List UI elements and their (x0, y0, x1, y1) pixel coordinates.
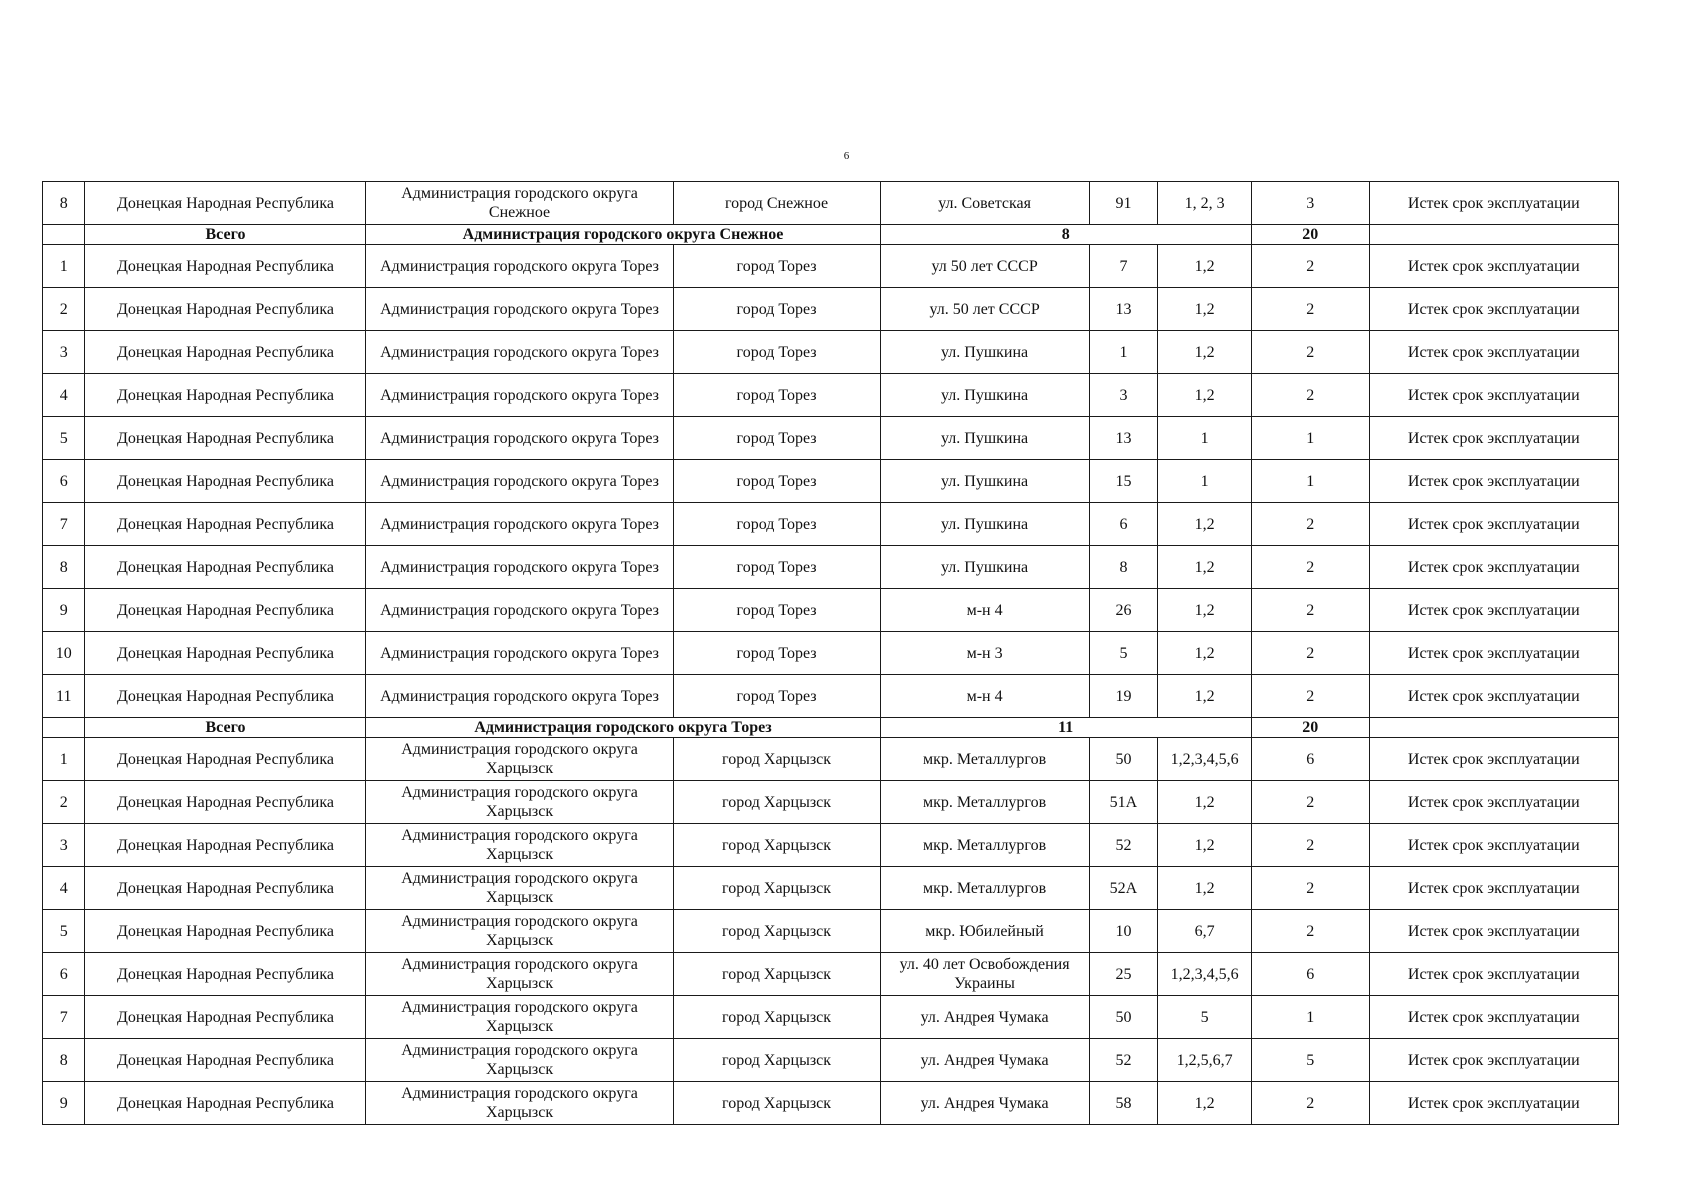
elevator-count-cell: 2 (1251, 910, 1369, 953)
administration-cell: Администрация городского округа Торез (366, 460, 673, 503)
row-number-cell: 6 (43, 953, 85, 996)
administration-cell: Администрация городского округа Харцызск (366, 781, 673, 824)
republic-cell: Донецкая Народная Республика (85, 867, 366, 910)
city-cell: город Торез (673, 589, 880, 632)
republic-cell: Донецкая Народная Республика (85, 1039, 366, 1082)
republic-cell: Донецкая Народная Республика (85, 589, 366, 632)
row-number-cell: 5 (43, 417, 85, 460)
house-number-cell: 52 (1089, 824, 1158, 867)
administration-cell: Администрация городского округа Торез (366, 503, 673, 546)
republic-cell: Донецкая Народная Республика (85, 953, 366, 996)
reason-cell: Истек срок эксплуатации (1369, 417, 1618, 460)
elevator-replacement-table (42, 181, 1619, 1125)
total-reason-cell (1369, 225, 1618, 245)
city-cell: город Торез (673, 245, 880, 288)
row-number-cell: 8 (43, 1039, 85, 1082)
table-row (43, 288, 1619, 331)
entrances-cell: 6,7 (1158, 910, 1252, 953)
house-number-cell: 10 (1089, 910, 1158, 953)
city-cell: город Торез (673, 288, 880, 331)
total-label-cell: Всего (85, 718, 366, 738)
reason-cell: Истек срок эксплуатации (1369, 781, 1618, 824)
table-row (43, 546, 1619, 589)
total-reason-cell (1369, 718, 1618, 738)
republic-cell: Донецкая Народная Республика (85, 632, 366, 675)
entrances-cell: 1,2 (1158, 1082, 1252, 1125)
street-cell: ул. Андрея Чумака (880, 1082, 1089, 1125)
republic-cell: Донецкая Народная Республика (85, 546, 366, 589)
entrances-cell: 1,2 (1158, 632, 1252, 675)
administration-cell: Администрация городского округа Торез (366, 331, 673, 374)
elevator-count-cell: 3 (1251, 182, 1369, 225)
table-row (43, 1039, 1619, 1082)
reason-cell: Истек срок эксплуатации (1369, 910, 1618, 953)
street-cell: мкр. Юбилейный (880, 910, 1089, 953)
republic-cell: Донецкая Народная Республика (85, 503, 366, 546)
table-row (43, 910, 1619, 953)
reason-cell: Истек срок эксплуатации (1369, 182, 1618, 225)
row-number-cell: 6 (43, 460, 85, 503)
administration-cell: Администрация городского округа Харцызск (366, 953, 673, 996)
reason-cell: Истек срок эксплуатации (1369, 1039, 1618, 1082)
house-number-cell: 50 (1089, 996, 1158, 1039)
house-number-cell: 5 (1089, 632, 1158, 675)
table-row (43, 182, 1619, 225)
house-number-cell: 19 (1089, 675, 1158, 718)
entrances-cell: 1, 2, 3 (1158, 182, 1252, 225)
elevator-count-cell: 1 (1251, 996, 1369, 1039)
total-houses-cell: 8 (880, 225, 1251, 245)
entrances-cell: 1,2,5,6,7 (1158, 1039, 1252, 1082)
row-number-cell: 2 (43, 781, 85, 824)
administration-cell: Администрация городского округа Харцызск (366, 867, 673, 910)
elevator-count-cell: 2 (1251, 589, 1369, 632)
reason-cell: Истек срок эксплуатации (1369, 288, 1618, 331)
city-cell: город Торез (673, 331, 880, 374)
republic-cell: Донецкая Народная Республика (85, 1082, 366, 1125)
administration-cell: Администрация городского округа Торез (366, 589, 673, 632)
reason-cell: Истек срок эксплуатации (1369, 460, 1618, 503)
entrances-cell: 1 (1158, 417, 1252, 460)
city-cell: город Торез (673, 460, 880, 503)
house-number-cell: 1 (1089, 331, 1158, 374)
empty-cell (43, 225, 85, 245)
house-number-cell: 13 (1089, 288, 1158, 331)
table-row (43, 460, 1619, 503)
house-number-cell: 51А (1089, 781, 1158, 824)
house-number-cell: 15 (1089, 460, 1158, 503)
administration-cell: Администрация городского округа Торез (366, 632, 673, 675)
street-cell: ул. Пушкина (880, 460, 1089, 503)
city-cell: город Харцызск (673, 781, 880, 824)
elevator-count-cell: 6 (1251, 738, 1369, 781)
street-cell: ул. Пушкина (880, 546, 1089, 589)
entrances-cell: 1,2,3,4,5,6 (1158, 738, 1252, 781)
administration-cell: Администрация городского округа Торез (366, 374, 673, 417)
administration-cell: Администрация городского округа Торез (366, 417, 673, 460)
reason-cell: Истек срок эксплуатации (1369, 824, 1618, 867)
city-cell: город Торез (673, 546, 880, 589)
table-body (43, 182, 1619, 1125)
street-cell: м-н 3 (880, 632, 1089, 675)
empty-cell (43, 718, 85, 738)
city-cell: город Харцызск (673, 953, 880, 996)
entrances-cell: 1,2 (1158, 781, 1252, 824)
elevator-count-cell: 2 (1251, 1082, 1369, 1125)
elevator-count-cell: 1 (1251, 417, 1369, 460)
entrances-cell: 1,2,3,4,5,6 (1158, 953, 1252, 996)
reason-cell: Истек срок эксплуатации (1369, 996, 1618, 1039)
entrances-cell: 1 (1158, 460, 1252, 503)
street-cell: ул 50 лет СССР (880, 245, 1089, 288)
total-administration-cell: Администрация городского округа Снежное (366, 225, 880, 245)
elevator-count-cell: 2 (1251, 867, 1369, 910)
row-number-cell: 11 (43, 675, 85, 718)
administration-cell: Администрация городского округа Харцызск (366, 824, 673, 867)
elevator-count-cell: 2 (1251, 546, 1369, 589)
street-cell: ул. 50 лет СССР (880, 288, 1089, 331)
house-number-cell: 52А (1089, 867, 1158, 910)
city-cell: город Харцызск (673, 910, 880, 953)
entrances-cell: 1,2 (1158, 546, 1252, 589)
street-cell: мкр. Металлургов (880, 781, 1089, 824)
total-houses-cell: 11 (880, 718, 1251, 738)
row-number-cell: 8 (43, 546, 85, 589)
republic-cell: Донецкая Народная Республика (85, 245, 366, 288)
city-cell: город Харцызск (673, 867, 880, 910)
street-cell: ул. Пушкина (880, 503, 1089, 546)
table-row (43, 417, 1619, 460)
row-number-cell: 2 (43, 288, 85, 331)
table-row (43, 675, 1619, 718)
entrances-cell: 1,2 (1158, 331, 1252, 374)
elevator-count-cell: 2 (1251, 331, 1369, 374)
city-cell: город Торез (673, 632, 880, 675)
entrances-cell: 1,2 (1158, 503, 1252, 546)
table-row (43, 632, 1619, 675)
street-cell: ул. 40 лет Освобождения Украины (880, 953, 1089, 996)
house-number-cell: 25 (1089, 953, 1158, 996)
house-number-cell: 26 (1089, 589, 1158, 632)
administration-cell: Администрация городского округа Торез (366, 675, 673, 718)
street-cell: ул. Пушкина (880, 417, 1089, 460)
reason-cell: Истек срок эксплуатации (1369, 546, 1618, 589)
street-cell: ул. Советская (880, 182, 1089, 225)
administration-cell: Администрация городского округа Торез (366, 245, 673, 288)
city-cell: город Харцызск (673, 996, 880, 1039)
reason-cell: Истек срок эксплуатации (1369, 632, 1618, 675)
entrances-cell: 1,2 (1158, 824, 1252, 867)
street-cell: м-н 4 (880, 589, 1089, 632)
street-cell: мкр. Металлургов (880, 867, 1089, 910)
reason-cell: Истек срок эксплуатации (1369, 374, 1618, 417)
elevator-count-cell: 2 (1251, 824, 1369, 867)
street-cell: мкр. Металлургов (880, 738, 1089, 781)
city-cell: город Харцызск (673, 824, 880, 867)
republic-cell: Донецкая Народная Республика (85, 417, 366, 460)
street-cell: ул. Андрея Чумака (880, 996, 1089, 1039)
row-number-cell: 4 (43, 867, 85, 910)
table-row (43, 503, 1619, 546)
reason-cell: Истек срок эксплуатации (1369, 589, 1618, 632)
republic-cell: Донецкая Народная Республика (85, 374, 366, 417)
house-number-cell: 52 (1089, 1039, 1158, 1082)
republic-cell: Донецкая Народная Республика (85, 331, 366, 374)
row-number-cell: 3 (43, 824, 85, 867)
house-number-cell: 91 (1089, 182, 1158, 225)
republic-cell: Донецкая Народная Республика (85, 781, 366, 824)
elevator-count-cell: 2 (1251, 245, 1369, 288)
administration-cell: Администрация городского округа Харцызск (366, 910, 673, 953)
city-cell: город Снежное (673, 182, 880, 225)
elevator-count-cell: 1 (1251, 460, 1369, 503)
row-number-cell: 1 (43, 738, 85, 781)
table-row (43, 1082, 1619, 1125)
street-cell: ул. Пушкина (880, 331, 1089, 374)
republic-cell: Донецкая Народная Республика (85, 996, 366, 1039)
reason-cell: Истек срок эксплуатации (1369, 738, 1618, 781)
administration-cell: Администрация городского округа Снежное (366, 182, 673, 225)
republic-cell: Донецкая Народная Республика (85, 182, 366, 225)
total-row (43, 718, 1619, 738)
table-row (43, 867, 1619, 910)
administration-cell: Администрация городского округа Торез (366, 546, 673, 589)
entrances-cell: 1,2 (1158, 245, 1252, 288)
house-number-cell: 3 (1089, 374, 1158, 417)
row-number-cell: 9 (43, 589, 85, 632)
table-row (43, 589, 1619, 632)
table-row (43, 781, 1619, 824)
administration-cell: Администрация городского округа Харцызск (366, 1039, 673, 1082)
reason-cell: Истек срок эксплуатации (1369, 503, 1618, 546)
elevator-count-cell: 2 (1251, 781, 1369, 824)
total-label-cell: Всего (85, 225, 366, 245)
table-row (43, 374, 1619, 417)
row-number-cell: 1 (43, 245, 85, 288)
row-number-cell: 4 (43, 374, 85, 417)
entrances-cell: 1,2 (1158, 867, 1252, 910)
row-number-cell: 5 (43, 910, 85, 953)
administration-cell: Администрация городского округа Харцызск (366, 996, 673, 1039)
entrances-cell: 5 (1158, 996, 1252, 1039)
city-cell: город Харцызск (673, 738, 880, 781)
entrances-cell: 1,2 (1158, 675, 1252, 718)
reason-cell: Истек срок эксплуатации (1369, 1082, 1618, 1125)
table-row (43, 824, 1619, 867)
total-row (43, 225, 1619, 245)
row-number-cell: 7 (43, 996, 85, 1039)
street-cell: мкр. Металлургов (880, 824, 1089, 867)
republic-cell: Донецкая Народная Республика (85, 675, 366, 718)
page-number: 6 (843, 150, 850, 162)
street-cell: ул. Андрея Чумака (880, 1039, 1089, 1082)
table-row (43, 996, 1619, 1039)
street-cell: ул. Пушкина (880, 374, 1089, 417)
row-number-cell: 10 (43, 632, 85, 675)
house-number-cell: 7 (1089, 245, 1158, 288)
table-row (43, 738, 1619, 781)
house-number-cell: 6 (1089, 503, 1158, 546)
elevator-count-cell: 5 (1251, 1039, 1369, 1082)
elevator-count-cell: 2 (1251, 374, 1369, 417)
administration-cell: Администрация городского округа Харцызск (366, 1082, 673, 1125)
entrances-cell: 1,2 (1158, 374, 1252, 417)
table-row (43, 953, 1619, 996)
elevator-count-cell: 2 (1251, 503, 1369, 546)
row-number-cell: 3 (43, 331, 85, 374)
row-number-cell: 7 (43, 503, 85, 546)
city-cell: город Харцызск (673, 1039, 880, 1082)
total-administration-cell: Администрация городского округа Торез (366, 718, 880, 738)
elevator-count-cell: 2 (1251, 632, 1369, 675)
city-cell: город Торез (673, 417, 880, 460)
elevator-count-cell: 6 (1251, 953, 1369, 996)
house-number-cell: 13 (1089, 417, 1158, 460)
street-cell: м-н 4 (880, 675, 1089, 718)
republic-cell: Донецкая Народная Республика (85, 288, 366, 331)
row-number-cell: 9 (43, 1082, 85, 1125)
administration-cell: Администрация городского округа Торез (366, 288, 673, 331)
entrances-cell: 1,2 (1158, 288, 1252, 331)
city-cell: город Торез (673, 503, 880, 546)
entrances-cell: 1,2 (1158, 589, 1252, 632)
table-row (43, 331, 1619, 374)
house-number-cell: 58 (1089, 1082, 1158, 1125)
administration-cell: Администрация городского округа Харцызск (366, 738, 673, 781)
elevator-count-cell: 2 (1251, 675, 1369, 718)
house-number-cell: 50 (1089, 738, 1158, 781)
city-cell: город Торез (673, 675, 880, 718)
house-number-cell: 8 (1089, 546, 1158, 589)
republic-cell: Донецкая Народная Республика (85, 738, 366, 781)
reason-cell: Истек срок эксплуатации (1369, 953, 1618, 996)
row-number-cell: 8 (43, 182, 85, 225)
republic-cell: Донецкая Народная Республика (85, 460, 366, 503)
reason-cell: Истек срок эксплуатации (1369, 331, 1618, 374)
city-cell: город Торез (673, 374, 880, 417)
total-count-cell: 20 (1251, 718, 1369, 738)
republic-cell: Донецкая Народная Республика (85, 824, 366, 867)
total-count-cell: 20 (1251, 225, 1369, 245)
reason-cell: Истек срок эксплуатации (1369, 675, 1618, 718)
reason-cell: Истек срок эксплуатации (1369, 245, 1618, 288)
elevator-count-cell: 2 (1251, 288, 1369, 331)
city-cell: город Харцызск (673, 1082, 880, 1125)
table-row (43, 245, 1619, 288)
reason-cell: Истек срок эксплуатации (1369, 867, 1618, 910)
republic-cell: Донецкая Народная Республика (85, 910, 366, 953)
